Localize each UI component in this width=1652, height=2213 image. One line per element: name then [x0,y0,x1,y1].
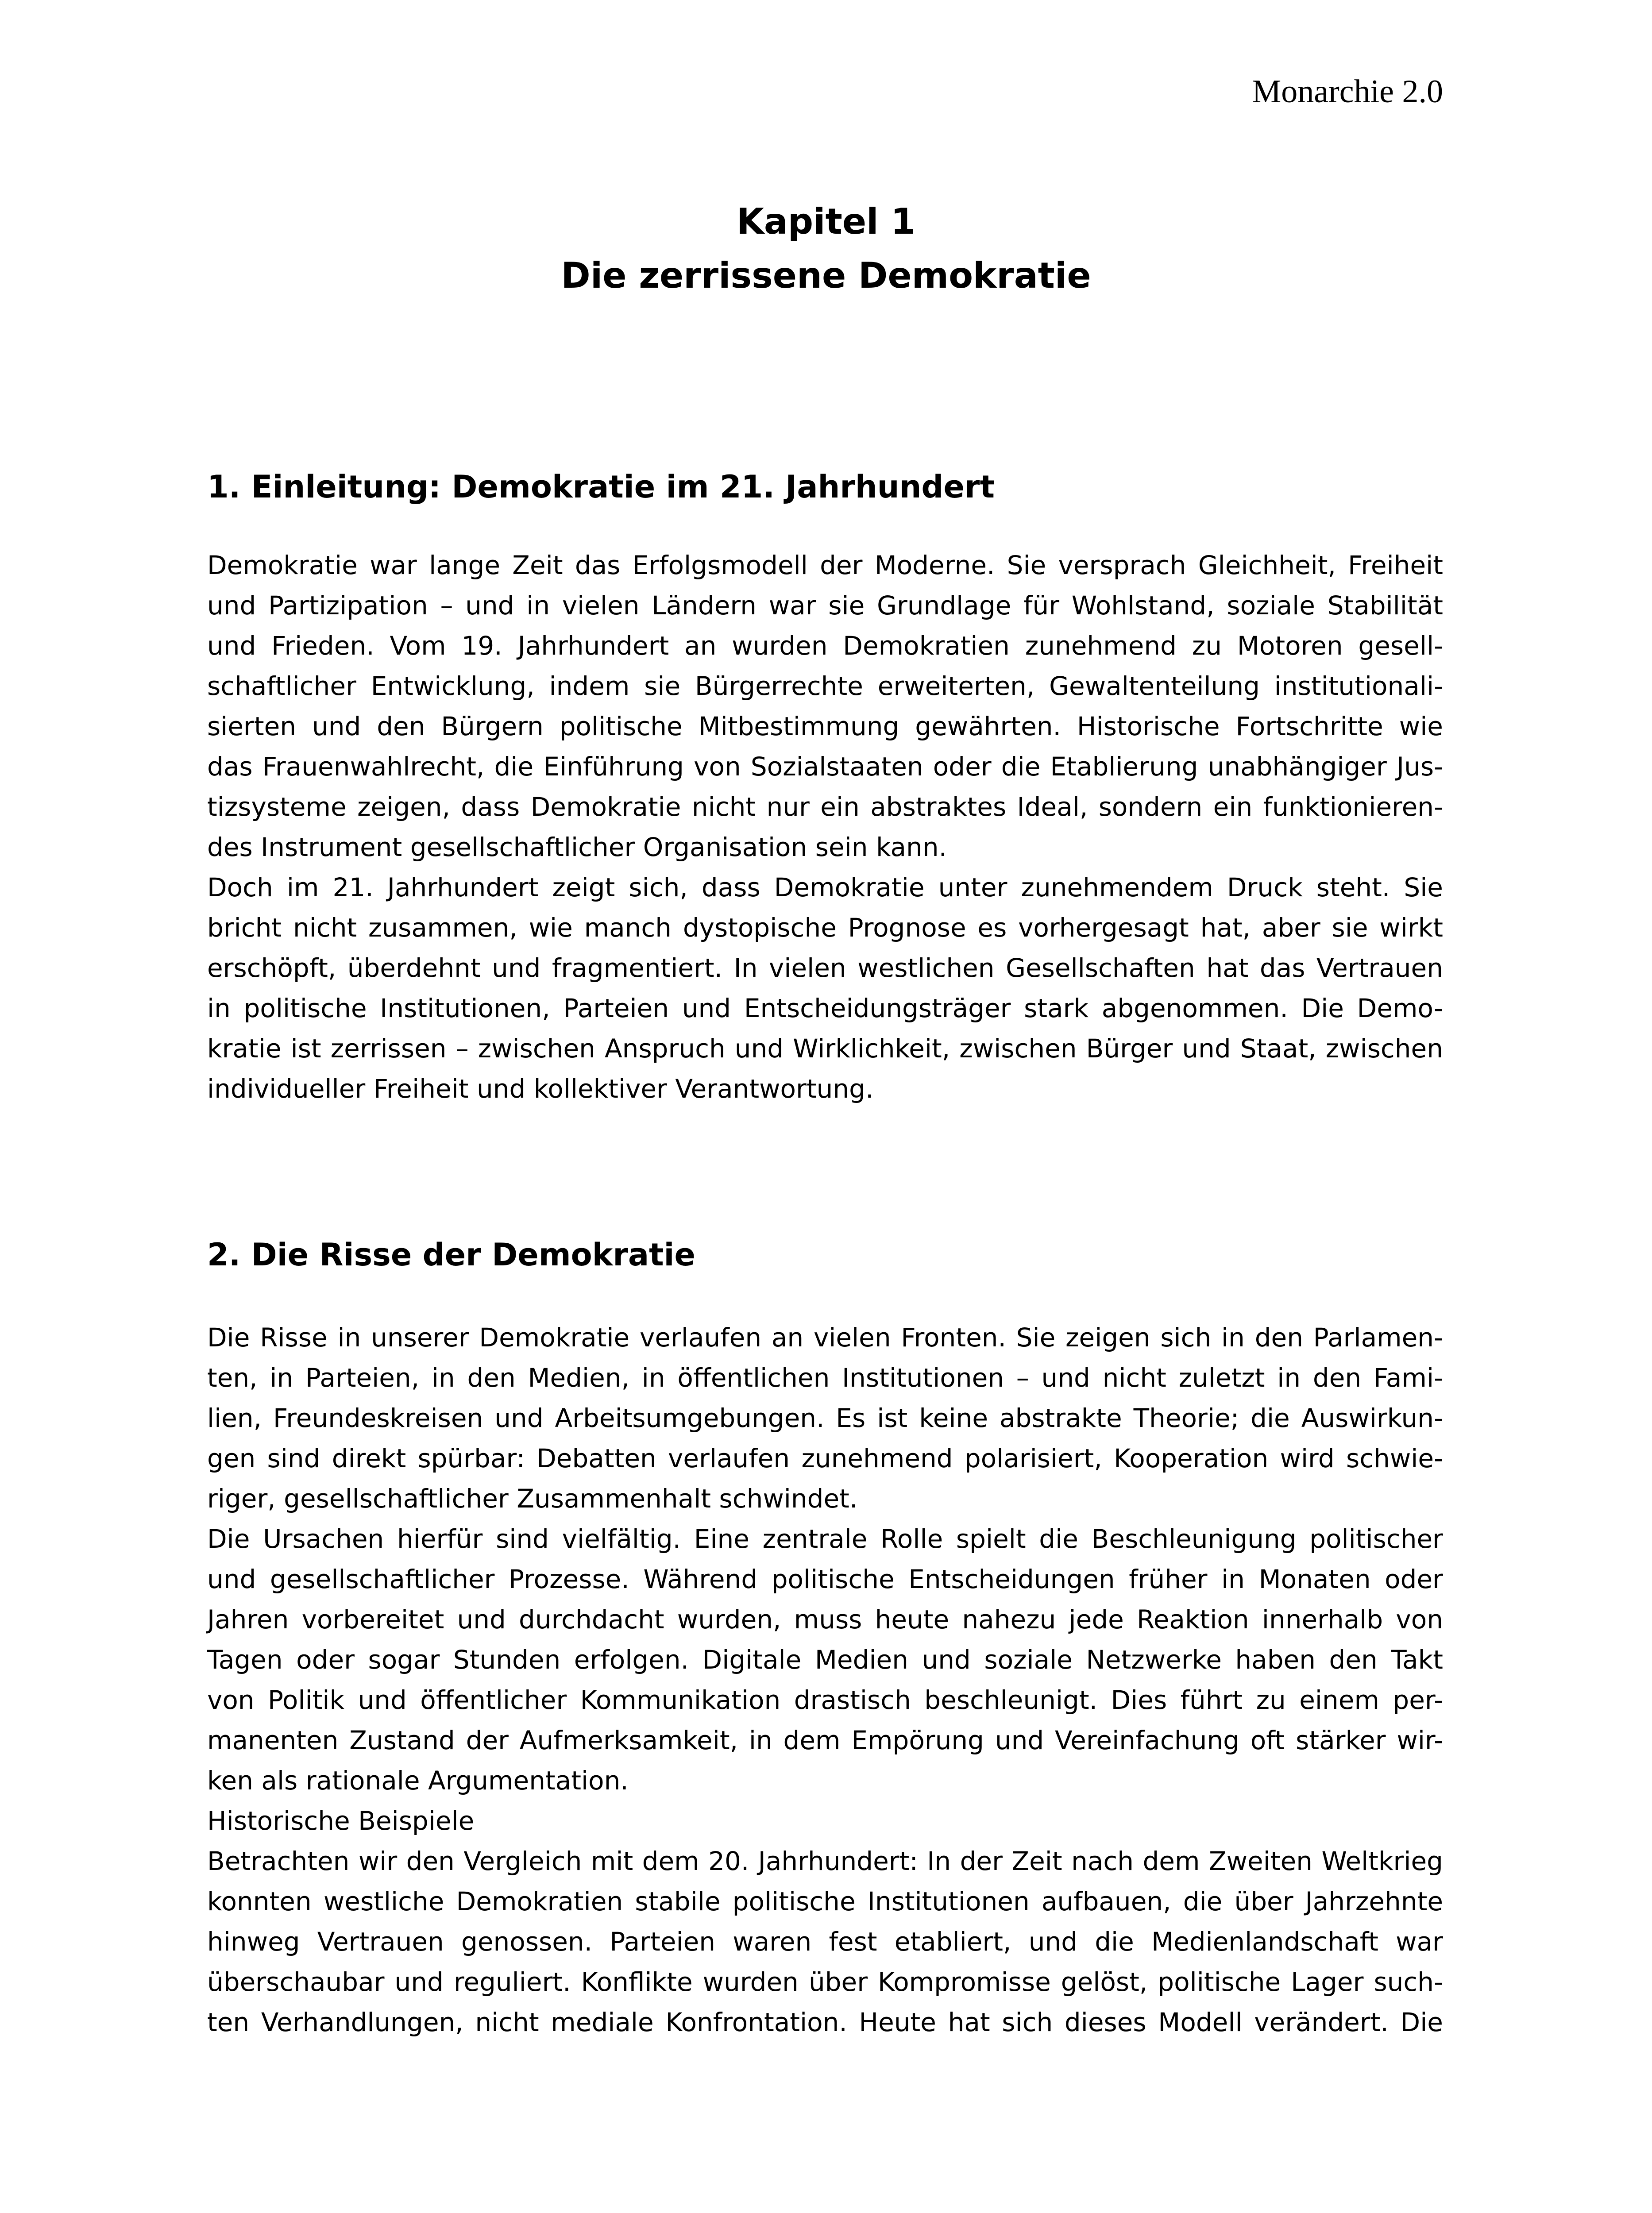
paragraph-line: lien, Freundeskreisen und Arbeitsumgebungen. Es ist keine abstrakte Theorie; die Auswirkun- [207,1403,1443,1433]
paragraph-line: schaftlicher Entwicklung, indem sie Bürgerrechte erweiterten, Gewaltenteilung institutionali- [207,671,1443,701]
paragraph-line: Doch im 21. Jahrhundert zeigt sich, dass Demokratie unter zunehmendem Druck steht. Sie [207,872,1443,902]
section-heading: 2. Die Risse der Demokratie [207,1237,696,1273]
paragraph-line: erschöpft, überdehnt und fragmentiert. In vielen westlichen Gesellschaften hat das Vertrauen [207,953,1443,983]
paragraph-line: das Frauenwahlrecht, die Einführung von Sozialstaaten oder die Etablierung unabhängiger Jus- [207,752,1443,782]
paragraph-line: manenten Zustand der Aufmerksamkeit, in dem Empörung und Vereinfachung oft stärker wir- [207,1725,1443,1755]
section-1-heading-block [207,469,1443,505]
paragraph-line: Die Risse in unserer Demokratie verlaufen an vielen Fronten. Sie zeigen sich in den Parlamen- [207,1322,1443,1353]
paragraph-line: hinweg Vertrauen genossen. Parteien waren fest etabliert, und die Medienlandschaft war [207,1927,1443,1957]
paragraph-line: ken als rationale Argumentation. [207,1766,629,1796]
section-2-body [207,1318,1443,2043]
paragraph-line: gen sind direkt spürbar: Debatten verlaufen zunehmend polarisiert, Kooperation wird schwie- [207,1443,1443,1473]
paragraph-line: individueller Freiheit und kollektiver Verantwortung. [207,1074,874,1104]
paragraph-line: und Frieden. Vom 19. Jahrhundert an wurden Demokratien zunehmend zu Motoren gesell- [207,631,1443,661]
paragraph-line: Die Ursachen hierfür sind vielfältig. Eine zentrale Rolle spielt die Beschleunigung politischer [207,1524,1443,1554]
paragraph-line: sierten und den Bürgern politische Mitbestimmung gewährten. Historische Fortschritte wie [207,711,1443,741]
paragraph-line: konnten westliche Demokratien stabile politische Institutionen aufbauen, die über Jahrzehnte [207,1886,1443,1916]
paragraph-line: tizsysteme zeigen, dass Demokratie nicht nur ein abstraktes Ideal, sondern ein funktionieren- [207,792,1443,822]
section-heading: 1. Einleitung: Demokratie im 21. Jahrhundert [207,469,995,505]
paragraph-line: Jahren vorbereitet und durchdacht wurden, muss heute nahezu jede Reaktion innerhalb von [207,1604,1443,1635]
paragraph-line: Demokratie war lange Zeit das Erfolgsmodell der Moderne. Sie versprach Gleichheit, Freiheit [207,550,1443,580]
section-2-heading-block [207,1237,1443,1273]
chapter-heading: Die zerrissene Demokratie [561,255,1091,296]
paragraph-line: bricht nicht zusammen, wie manch dystopische Prognose es vorhergesagt hat, aber sie wirkt [207,913,1443,943]
paragraph-line: des Instrument gesellschaftlicher Organisation sein kann. [207,832,947,862]
subheading-line: Historische Beispiele [207,1806,475,1836]
paragraph-line: von Politik und öffentlicher Kommunikation drastisch beschleunigt. Dies führt zu einem per- [207,1685,1443,1715]
paragraph-line: Tagen oder sogar Stunden erfolgen. Digitale Medien und soziale Netzwerke haben den Takt [207,1645,1443,1675]
paragraph-line: in politische Institutionen, Parteien und Entscheidungsträger stark abgenommen. Die Demo- [207,993,1443,1023]
paragraph-line: und gesellschaftlicher Prozesse. Während politische Entscheidungen früher in Monaten oder [207,1564,1443,1594]
paragraph-line: riger, gesellschaftlicher Zusammenhalt schwindet. [207,1484,858,1514]
chapter-title [0,195,1652,303]
paragraph-line: Betrachten wir den Vergleich mit dem 20. Jahrhundert: In der Zeit nach dem Zweiten Weltkrieg [207,1846,1443,1876]
paragraph-line: ten, in Parteien, in den Medien, in öffentlichen Institutionen – und nicht zuletzt in den Fami- [207,1363,1443,1393]
paragraph-line: kratie ist zerrissen – zwischen Anspruch und Wirklichkeit, zwischen Bürger und Staat, zwischen [207,1033,1443,1064]
paragraph-line: überschaubar und reguliert. Konflikte wurden über Kompromisse gelöst, politische Lager such- [207,1967,1443,1997]
chapter-label: Kapitel 1 [736,201,916,242]
section-1-body [207,545,1443,1109]
paragraph-line: ten Verhandlungen, nicht mediale Konfrontation. Heute hat sich dieses Modell verändert. Die [207,2007,1443,2037]
paragraph-line: und Partizipation – und in vielen Ländern war sie Grundlage für Wohlstand, soziale Stabilität [207,590,1443,621]
running-header: Monarchie 2.0 [1252,73,1443,110]
